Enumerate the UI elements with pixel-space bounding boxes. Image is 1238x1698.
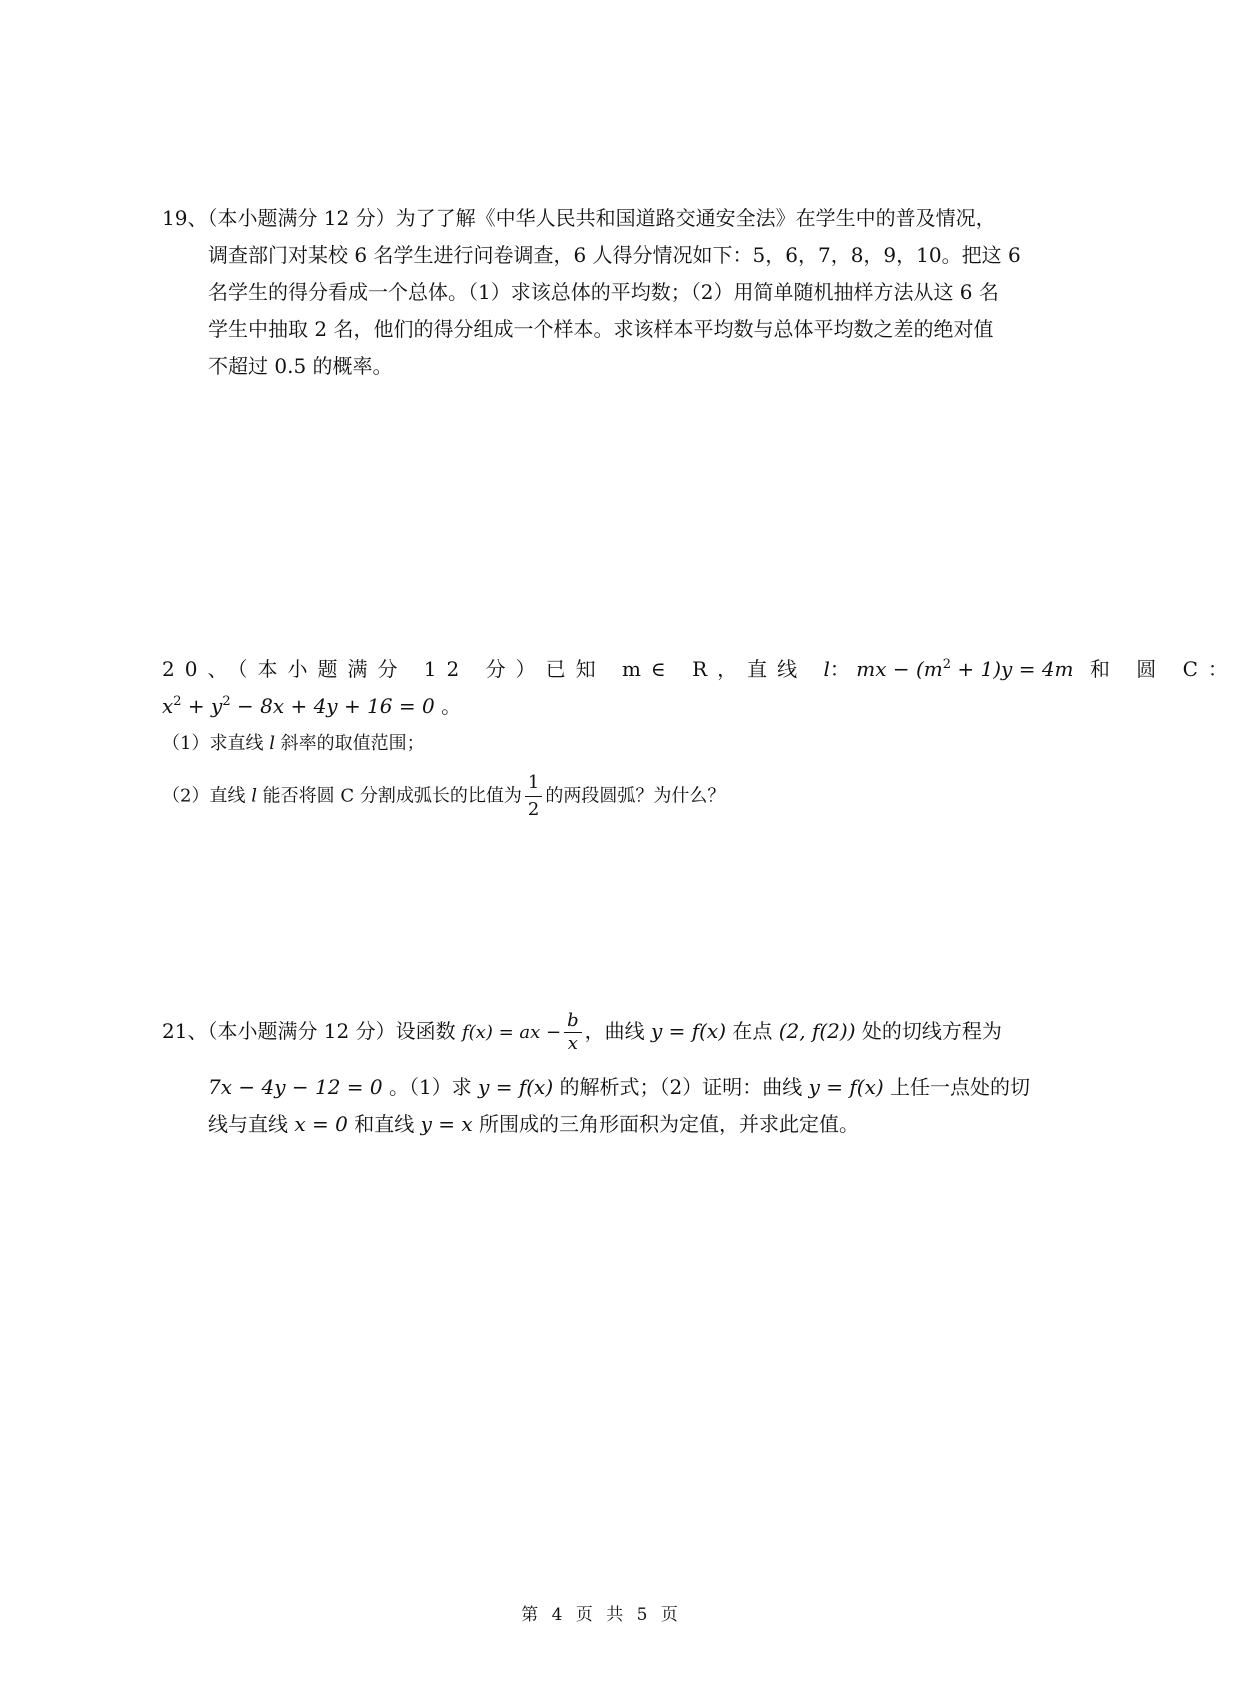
q20-part-2: （2）直线 l 能否将圆 C 分割成弧长的比值为 $\frac{1}{2}$ 的两段圆弧？为什么？ [162,770,1062,823]
q21-line-yx: y = x [420,1112,473,1136]
q21-point: (2, f(2)) [778,1019,856,1043]
q20-circle-equation: $x^2 + y^2 - 8x + 4y + 16 = 0$ [162,694,435,718]
q21-intro: 21、（本小题满分 12 分）设函数 [162,1019,462,1043]
q20-part1-l: l [269,733,275,754]
q20-fraction: $\frac{1}{2}$ [525,770,542,823]
q20-and-circle: 和 圆 C： [1073,657,1238,681]
q20-line-equation: mx − $(m^2 + 1)y = 4m$ [856,657,1074,681]
q20-part-1: （1）求直线 l 斜率的取值范围； [162,733,425,754]
question-21 [162,1010,1062,1143]
q19-line-3: 名学生的得分看成一个总体。（1）求该总体的平均数；（2）用简单随机抽样方法从这 6 名 [208,280,999,304]
q20-period: 。 [434,694,462,718]
q21-function-def: f(x) = ax − [461,1022,562,1043]
q19-line-4: 学生中抽取 2 名，他们的得分组成一个样本。求该样本平均数与总体平均数之差的绝对值 [208,317,994,341]
q20-line-label: l [823,657,830,681]
question-19 [162,200,1062,385]
q19-line-5: 不超过 0.5 的概率。 [208,354,393,378]
q21-curve: y = f(x) [650,1019,727,1043]
q19-line-2: 调查部门对某校 6 名学生进行问卷调查，6 人得分情况如下：5，6，7，8，9，10。把这 6 [208,243,1021,267]
question-20 [162,651,1238,823]
q21-line-2: 7x − 4y − 12 = 0 。（1）求 y = f(x) 的解析式；（2）证明：曲线 y = f(x) 上任一点处的切 [208,1075,1031,1099]
q21-fraction: $\frac{b}{x}$ [564,1010,582,1055]
q21-tangent-equation: 7x − 4y − 12 = 0 [208,1075,383,1099]
q21-line-1: 21、（本小题满分 12 分）设函数 f(x) = ax − $\frac{b}{x}$ ，曲线 y = f(x) 在点 (2, f(2)) 处的切线方程为 [162,1010,1002,1054]
q20-line-1 [162,651,1238,688]
q20-intro: 20、（本小题满分 12 分）已知 m∈ R，直线 [162,657,824,681]
page-footer: 第 4 页 共 5 页 [521,1605,679,1625]
q20-line-2 [162,688,1062,725]
q21-line-x0: x = 0 [294,1112,348,1136]
q20-colon: ： [829,657,850,681]
q19-line-1: 19、（本小题满分 12 分）为了了解《中华人民共和国道路交通安全法》在学生中的普及情况， [162,206,996,230]
q21-line-3: 线与直线 x = 0 和直线 y = x 所围成的三角形面积为定值，并求此定值。 [208,1112,859,1136]
q20-part2-l: l [251,785,257,807]
